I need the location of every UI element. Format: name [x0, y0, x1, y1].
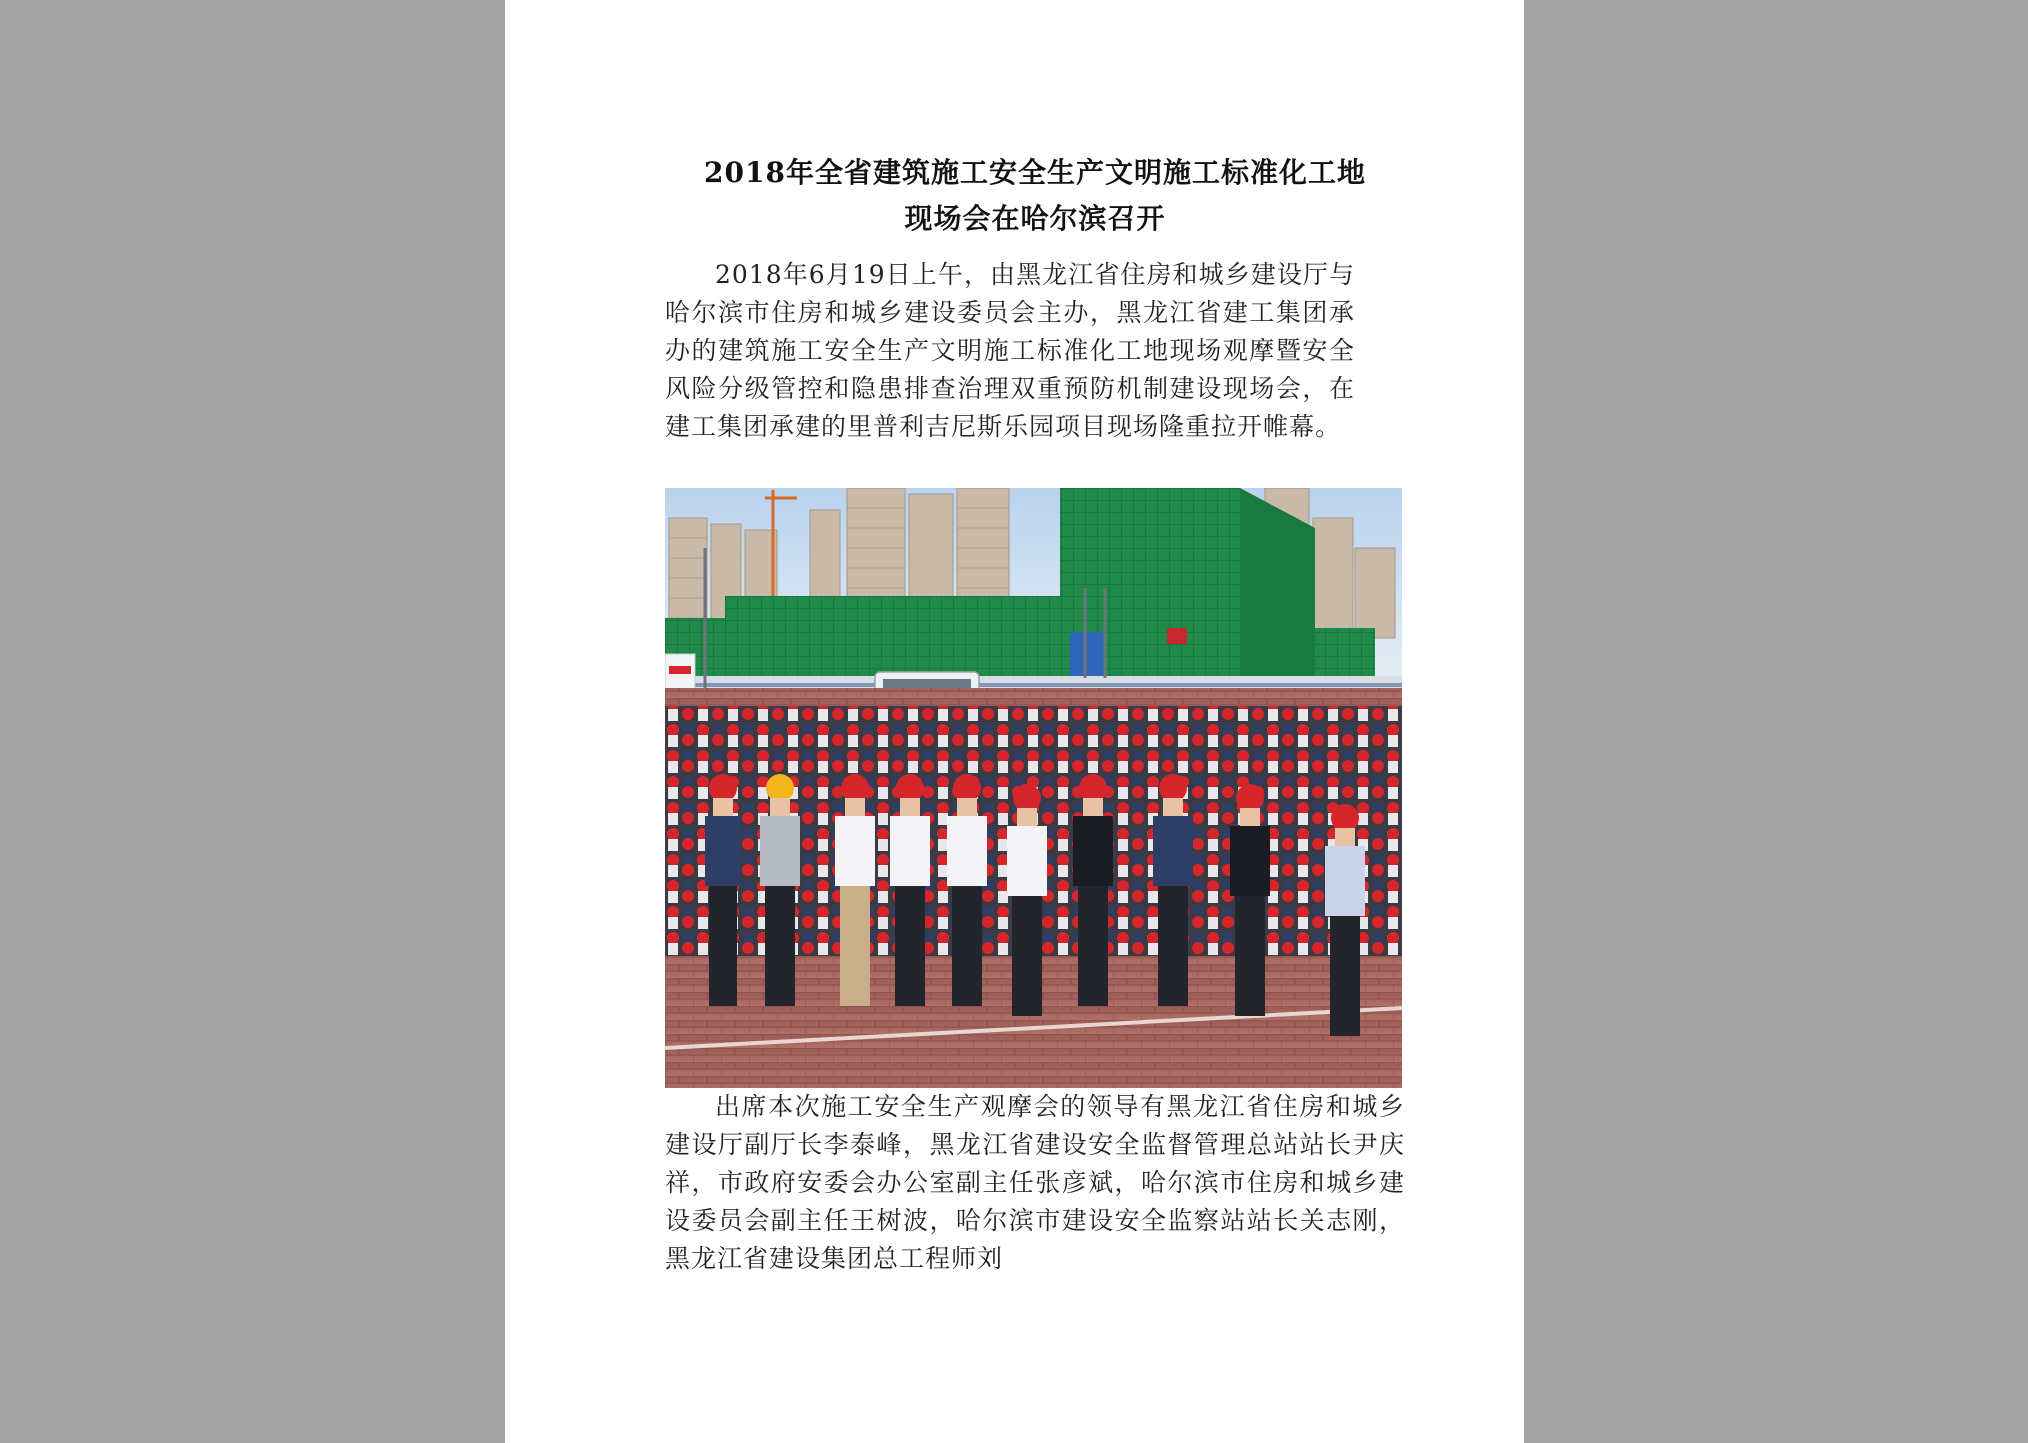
title-line-1: 2018年全省建筑施工安全生产文明施工标准化工地 — [704, 156, 1366, 189]
title-line-2: 现场会在哈尔滨召开 — [904, 202, 1166, 235]
article-title — [665, 150, 1405, 242]
document-page — [505, 0, 1524, 1443]
article-body — [665, 150, 1405, 1278]
paragraph-intro: 2018年6月19日上午，由黑龙江省住房和城乡建设厅与哈尔滨市住房和城乡建设委员会主办，黑龙江省建工集团承办的建筑施工安全生产文明施工标准化工地现场观摩暨安全风险分级管控和隐患排查治理双重预防机制建设现场会，在建工集团承建的里普利吉尼斯乐园项目现场隆重拉开帷幕。 — [665, 260, 1355, 441]
event-photo — [665, 488, 1402, 1088]
paragraph-attendees: 出席本次施工安全生产观摩会的领导有黑龙江省住房和城乡建设厅副厅长李泰峰，黑龙江省建设安全监督管理总站站长尹庆祥，市政府安委会办公室副主任张彦斌，哈尔滨市住房和城乡建设委员会副主任王树波，哈尔滨市建设安全监察站站长关志刚，黑龙江省建设集团总工程师刘 — [665, 1092, 1405, 1273]
